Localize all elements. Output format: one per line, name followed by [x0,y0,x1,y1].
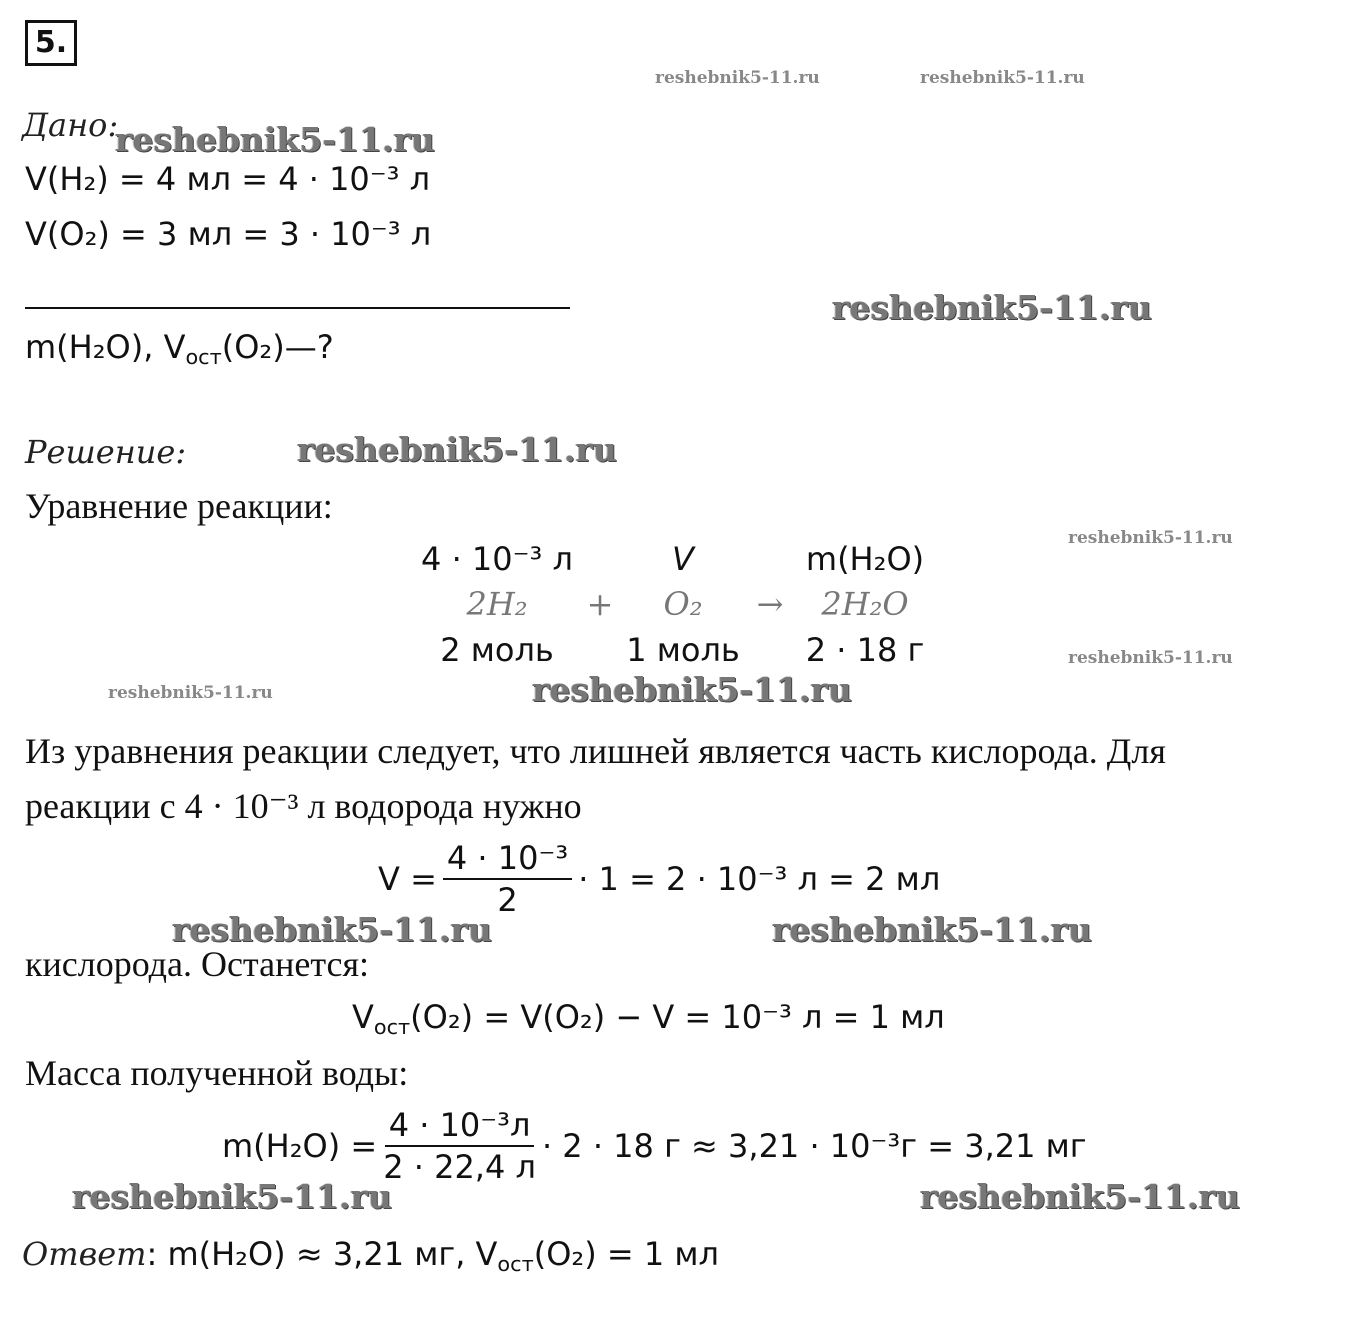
find-line [25,328,334,369]
remaining-oxygen-formula [352,998,945,1039]
reaction-bottom-h2o: 2 · 18 г [805,631,925,669]
calc3-fraction [383,1105,536,1187]
watermark: reshebnik5-11.ru [72,1177,392,1216]
calc1-denominator: 2 [497,881,518,919]
reaction-h2o: 2H₂O [821,585,909,623]
watermark: reshebnik5-11.ru [108,683,273,703]
watermark: reshebnik5-11.ru [920,1177,1240,1216]
answer-b: (O₂) = 1 мл [533,1235,719,1273]
divider [25,307,570,309]
watermark: reshebnik5-11.ru [832,288,1152,327]
answer-label: Ответ [22,1235,147,1273]
find-sub: ост [185,345,222,370]
given-o2-volume: V(O₂) = 3 мл = 3 · 10⁻³ л [25,215,432,253]
water-mass-formula [222,1105,1087,1187]
remaining-text: кислорода. Останется: [25,944,370,984]
reaction-o2: O₂ [663,585,703,623]
calc2-a: V [352,998,374,1036]
problem-number: 5. [25,20,77,66]
watermark: reshebnik5-11.ru [172,910,492,949]
calc1-rest: · 1 = 2 · 10⁻³ л = 2 мл [578,860,941,898]
reaction-bottom-h2: 2 моль [440,631,554,669]
watermark: reshebnik5-11.ru [772,910,1092,949]
reaction-plus: + [586,585,614,623]
calc1-fraction [443,838,572,920]
paragraph-line-2: реакции с 4 · 10⁻³ л водорода нужно [25,786,582,826]
given-h2-volume: V(H₂) = 4 мл = 4 · 10⁻³ л [25,160,431,198]
calc1-lhs: V = [378,860,437,898]
calc1-numerator: 4 · 10⁻³ [443,838,572,880]
calc2-b: (O₂) = V(O₂) − V = 10⁻³ л = 1 мл [410,998,945,1036]
paragraph-line-1: Из уравнения реакции следует, что лишней является часть кислорода. Для [25,731,1166,771]
watermark: reshebnik5-11.ru [920,68,1085,88]
given-label: Дано: [22,106,119,144]
reaction-h2: 2H₂ [466,585,528,623]
watermark: reshebnik5-11.ru [297,430,617,469]
watermark: reshebnik5-11.ru [655,68,820,88]
mass-text: Масса полученной воды: [25,1053,409,1093]
calc3-lhs: m(H₂O) = [222,1127,378,1165]
oxygen-volume-formula [378,838,940,920]
answer-sub: ост [497,1252,534,1277]
watermark: reshebnik5-11.ru [1068,648,1233,668]
reaction-top-h2o: m(H₂O) [805,540,925,578]
watermark: reshebnik5-11.ru [1068,528,1233,548]
reaction-arrow: → [756,585,784,623]
answer-a: : m(H₂O) ≈ 3,21 мг, V [146,1235,498,1273]
watermark: reshebnik5-11.ru [115,120,435,159]
calc2-sub: ост [373,1015,411,1040]
calc3-rest: · 2 · 18 г ≈ 3,21 · 10⁻³г = 3,21 мг [541,1127,1087,1165]
calc3-numerator: 4 · 10⁻³л [385,1105,535,1147]
find-b: (O₂)—? [221,328,334,366]
reaction-bottom-o2: 1 моль [626,631,740,669]
reaction-top-o2: V [672,540,694,578]
equation-label: Уравнение реакции: [25,486,333,526]
reaction-top-h2: 4 · 10⁻³ л [421,540,573,578]
find-a: m(H₂O), V [25,328,186,366]
watermark: reshebnik5-11.ru [532,670,852,709]
solution-label: Решение: [25,433,187,471]
calc3-denominator: 2 · 22,4 л [383,1148,536,1186]
answer-line [22,1235,719,1276]
